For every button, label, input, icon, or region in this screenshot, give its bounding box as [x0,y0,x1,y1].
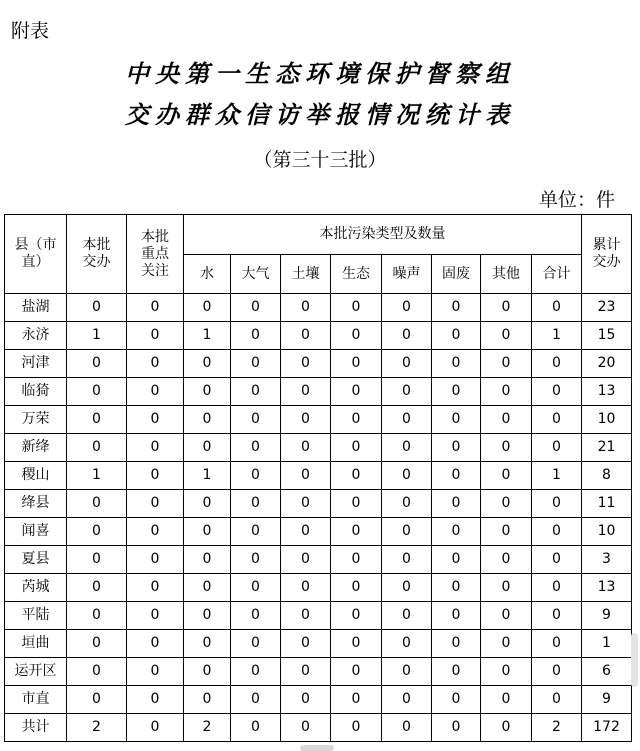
table-cell: 0 [481,350,532,378]
table-cell: 0 [382,630,432,658]
table-cell: 0 [382,714,432,742]
table-row [5,686,632,714]
table-cell: 0 [532,490,582,518]
row-county-name: 夏县 [5,546,67,574]
table-cell: 0 [67,378,127,406]
table-cell: 0 [281,378,331,406]
table-cell: 0 [432,630,481,658]
table-cell: 0 [532,602,582,630]
table-cell: 0 [532,406,582,434]
table-cell: 0 [382,378,432,406]
table-cell: 0 [184,574,231,602]
table-cell: 0 [331,714,382,742]
table-cell: 0 [432,406,481,434]
table-cell: 0 [331,462,382,490]
table-cell: 0 [184,350,231,378]
table-cell: 0 [67,602,127,630]
header-county: 县（市 直） [5,215,67,294]
table-cell: 20 [582,350,632,378]
table-cell: 0 [432,378,481,406]
table-cell: 0 [127,462,184,490]
table-cell: 0 [331,490,382,518]
appendix-label: 附表 [11,20,50,42]
table-cell: 0 [127,350,184,378]
table-row [5,350,632,378]
table-cell: 0 [432,462,481,490]
table-cell: 0 [432,714,481,742]
table-cell: 0 [127,686,184,714]
table-cell: 0 [231,574,281,602]
table-cell: 0 [67,630,127,658]
statistics-table [4,214,632,742]
table-cell: 0 [231,350,281,378]
table-cell: 0 [231,378,281,406]
table-cell: 0 [127,602,184,630]
table-cell: 0 [481,686,532,714]
table-cell: 0 [432,658,481,686]
table-cell: 0 [184,490,231,518]
table-row [5,546,632,574]
table-cell: 0 [331,322,382,350]
table-cell: 9 [582,602,632,630]
table-cell: 0 [184,518,231,546]
table-cell: 0 [281,294,331,322]
table-cell: 0 [331,686,382,714]
table-cell: 0 [281,462,331,490]
table-cell: 0 [532,294,582,322]
table-cell: 0 [331,546,382,574]
table-cell: 0 [382,406,432,434]
header-type-noise: 噪声 [382,255,432,294]
table-cell: 0 [382,322,432,350]
table-cell: 0 [281,322,331,350]
table-cell: 0 [231,546,281,574]
table-row [5,658,632,686]
table-cell: 0 [127,322,184,350]
table-cell: 1 [184,322,231,350]
table-cell: 0 [432,602,481,630]
row-county-name: 万荣 [5,406,67,434]
title-line-2: 交办群众信访举报情况统计表 [125,100,515,129]
table-cell: 0 [281,574,331,602]
header-type-air: 大气 [231,255,281,294]
unit-label-text: 单位： [538,189,596,211]
table-cell: 0 [532,686,582,714]
table-cell: 0 [127,406,184,434]
table-cell: 0 [231,406,281,434]
table-row [5,630,632,658]
table-cell: 0 [481,490,532,518]
table-cell: 0 [382,574,432,602]
table-cell: 0 [184,378,231,406]
table-cell: 0 [67,518,127,546]
header-key-focus: 本批 重点 关注 [127,215,184,294]
table-cell: 8 [582,462,632,490]
table-cell: 2 [67,714,127,742]
table-cell: 0 [432,434,481,462]
table-cell: 0 [331,574,382,602]
table-row [5,462,632,490]
table-cell: 0 [382,434,432,462]
row-county-name: 绛县 [5,490,67,518]
table-cell: 0 [231,686,281,714]
table-cell: 0 [331,350,382,378]
table-cell: 0 [481,658,532,686]
row-county-name: 永济 [5,322,67,350]
table-cell: 0 [481,434,532,462]
table-cell: 0 [281,490,331,518]
table-cell: 0 [331,630,382,658]
table-cell: 1 [67,462,127,490]
table-cell: 10 [582,406,632,434]
table-cell: 0 [231,462,281,490]
table-cell: 0 [231,322,281,350]
table-cell: 0 [481,630,532,658]
table-cell: 0 [331,518,382,546]
table-cell: 0 [432,686,481,714]
table-cell: 23 [582,294,632,322]
table-cell: 3 [582,546,632,574]
row-county-name: 平陆 [5,602,67,630]
table-cell: 0 [127,630,184,658]
table-cell: 0 [481,602,532,630]
table-cell: 0 [281,546,331,574]
table-cell: 0 [532,574,582,602]
table-cell: 2 [184,714,231,742]
table-cell: 1 [67,322,127,350]
table-cell: 0 [67,406,127,434]
table-row [5,378,632,406]
header-type-soil: 土壤 [281,255,331,294]
header-this-batch: 本批 交办 [67,215,127,294]
row-county-name: 盐湖 [5,294,67,322]
row-county-name: 市直 [5,686,67,714]
table-cell: 0 [281,630,331,658]
header-type-water: 水 [184,255,231,294]
table-cell: 0 [481,322,532,350]
table-cell: 0 [184,602,231,630]
table-cell: 0 [481,574,532,602]
table-cell: 2 [532,714,582,742]
table-cell: 0 [127,490,184,518]
table-cell: 13 [582,378,632,406]
table-cell: 10 [582,518,632,546]
table-cell: 0 [231,490,281,518]
header-type-total: 合计 [532,255,582,294]
table-cell: 0 [67,294,127,322]
table-cell: 0 [532,378,582,406]
table-cell: 0 [382,462,432,490]
table-cell: 0 [432,350,481,378]
table-cell: 1 [532,462,582,490]
table-cell: 0 [281,434,331,462]
table-cell: 0 [127,658,184,686]
table-cell: 1 [532,322,582,350]
unit-value: 件 [595,189,615,211]
table-cell: 1 [582,630,632,658]
table-cell: 0 [532,546,582,574]
table-cell: 0 [382,490,432,518]
table-cell: 0 [281,350,331,378]
row-county-name: 稷山 [5,462,67,490]
table-cell: 0 [432,490,481,518]
table-cell: 0 [382,686,432,714]
table-cell: 0 [281,518,331,546]
table-cell: 172 [582,714,632,742]
table-cell: 0 [331,378,382,406]
header-type-ecology: 生态 [331,255,382,294]
table-cell: 0 [532,518,582,546]
table-cell: 13 [582,574,632,602]
header-cumulative: 累计 交办 [582,215,632,294]
table-cell: 0 [184,294,231,322]
table-cell: 0 [281,406,331,434]
table-cell: 0 [532,350,582,378]
table-cell: 0 [67,490,127,518]
table-cell: 0 [382,658,432,686]
unit-label [539,185,615,212]
table-cell: 0 [281,714,331,742]
row-county-name: 临猗 [5,378,67,406]
table-cell: 0 [67,574,127,602]
table-cell: 0 [127,294,184,322]
table-cell: 0 [432,546,481,574]
table-cell: 0 [481,546,532,574]
table-cell: 9 [582,686,632,714]
table-cell: 0 [127,518,184,546]
table-cell: 0 [67,546,127,574]
table-cell: 0 [127,714,184,742]
table-cell: 0 [231,658,281,686]
table-row [5,714,632,742]
table-cell: 0 [67,686,127,714]
table-cell: 0 [532,630,582,658]
table-cell: 0 [184,546,231,574]
table-cell: 0 [127,378,184,406]
table-cell: 15 [582,322,632,350]
table-row [5,294,632,322]
table-row [5,322,632,350]
table-row [5,574,632,602]
table-cell: 0 [382,350,432,378]
row-county-name: 河津 [5,350,67,378]
table-cell: 0 [184,406,231,434]
table-cell: 0 [231,518,281,546]
row-county-name: 闻喜 [5,518,67,546]
table-row [5,406,632,434]
row-county-name: 共计 [5,714,67,742]
title-line-1: 中央第一生态环境保护督察组 [125,59,515,88]
table-cell: 0 [532,434,582,462]
table-cell: 0 [331,602,382,630]
table-cell: 0 [231,434,281,462]
table-cell: 0 [481,294,532,322]
table-cell: 0 [281,686,331,714]
table-cell: 0 [481,518,532,546]
table-cell: 0 [382,518,432,546]
table-cell: 0 [432,322,481,350]
table-cell: 0 [432,574,481,602]
table-cell: 0 [127,574,184,602]
table-cell: 0 [281,602,331,630]
table-row [5,602,632,630]
row-county-name: 芮城 [5,574,67,602]
horizontal-scrollbar[interactable] [300,745,334,751]
table-cell: 21 [582,434,632,462]
table-row [5,434,632,462]
header-pollution-group: 本批污染类型及数量 [184,215,582,255]
row-county-name: 新绛 [5,434,67,462]
batch-label: （第三十三批） [253,149,387,171]
table-row [5,518,632,546]
table-cell: 0 [231,714,281,742]
table-cell: 0 [481,378,532,406]
table-cell: 0 [127,546,184,574]
table-cell: 0 [331,434,382,462]
table-cell: 0 [67,434,127,462]
table-cell: 0 [231,630,281,658]
table-cell: 1 [184,462,231,490]
table-cell: 0 [67,350,127,378]
table-cell: 0 [331,406,382,434]
table-cell: 0 [281,658,331,686]
table-row [5,490,632,518]
table-cell: 6 [582,658,632,686]
vertical-scrollbar[interactable] [631,633,638,687]
table-cell: 0 [231,294,281,322]
table-cell: 0 [184,434,231,462]
table-cell: 0 [184,630,231,658]
table-cell: 0 [331,294,382,322]
table-cell: 0 [481,462,532,490]
table-cell: 11 [582,490,632,518]
table-body [5,294,632,742]
table-cell: 0 [67,658,127,686]
table-cell: 0 [432,518,481,546]
table-cell: 0 [231,602,281,630]
table-cell: 0 [382,546,432,574]
header-type-other: 其他 [481,255,532,294]
table-cell: 0 [382,602,432,630]
row-county-name: 垣曲 [5,630,67,658]
table-cell: 0 [382,294,432,322]
table-cell: 0 [481,714,532,742]
header-type-solid-waste: 固废 [432,255,481,294]
table-cell: 0 [184,658,231,686]
table-cell: 0 [432,294,481,322]
table-cell: 0 [481,406,532,434]
table-cell: 0 [184,686,231,714]
row-county-name: 运开区 [5,658,67,686]
table-cell: 0 [127,434,184,462]
table-cell: 0 [532,658,582,686]
table-cell: 0 [331,658,382,686]
